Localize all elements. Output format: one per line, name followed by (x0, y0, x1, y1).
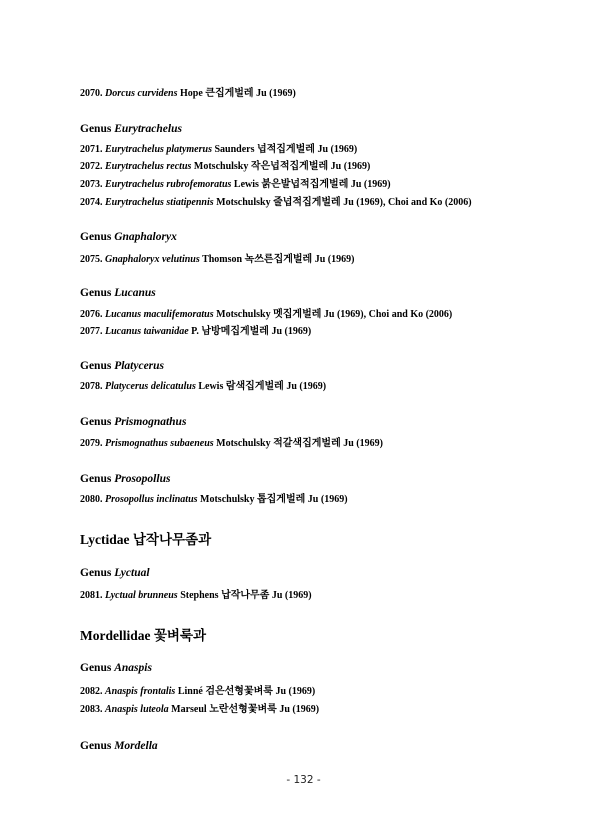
species-entry (80, 490, 348, 505)
scientific-name: Eurytrachelus rubrofemoratus (105, 179, 232, 190)
entry-number: 2078. (80, 381, 103, 392)
reference: Ju (1969) (350, 179, 391, 190)
family-name: Mordellidae (80, 628, 151, 643)
author-name: Motschulsky (193, 161, 249, 172)
genus-label: Genus (80, 360, 112, 372)
author-name: Motschulsky (216, 197, 271, 208)
genus-heading (80, 662, 152, 674)
scientific-name: Anaspis frontalis (105, 686, 176, 697)
scientific-name: Lucanus maculifemoratus (105, 309, 214, 320)
korean-name: 작은넙적집게벌레 (250, 161, 329, 172)
scientific-name: Dorcus curvidens (105, 88, 178, 99)
scientific-name: Eurytrachelus stiatipennis (105, 197, 214, 208)
scientific-name: Lyctual brunneus (105, 590, 178, 601)
entry-number: 2080. (80, 494, 103, 505)
family-korean-name: 꽃벼룩과 (153, 628, 207, 644)
entry-number: 2074. (80, 197, 103, 208)
genus-name: Platycerus (114, 360, 165, 372)
species-entry (80, 175, 391, 190)
korean-name: 납작나무좀 (221, 590, 270, 601)
family-name: Lyctidae (80, 532, 130, 547)
korean-name: 줄넙적집게벌레 (273, 197, 341, 208)
genus-label: Genus (80, 740, 112, 752)
author-name: Linné (177, 686, 203, 697)
species-entry (80, 305, 452, 320)
species-entry (80, 193, 472, 208)
species-entry (80, 434, 383, 449)
entry-number: 2083. (80, 704, 103, 715)
scientific-name: Prosopollus inclinatus (105, 494, 198, 505)
family-heading (80, 528, 211, 548)
korean-name: 붉은발넙적집게벌레 (261, 179, 349, 190)
author-name: Motschulsky (200, 494, 255, 505)
author-name: Saunders (214, 144, 255, 155)
genus-heading (80, 231, 177, 243)
author-name: Stephens (180, 590, 219, 601)
scientific-name: Prismognathus subaeneus (105, 438, 214, 449)
genus-label: Genus (80, 231, 112, 243)
genus-name: Lyctual (114, 567, 150, 579)
entry-number: 2077. (80, 326, 103, 337)
scientific-name: Anaspis luteola (105, 704, 169, 715)
entry-number: 2076. (80, 309, 103, 320)
korean-name: 넙적집게벌레 (256, 144, 315, 155)
korean-name: 남방메집게벌레 (201, 326, 269, 337)
scientific-name: Eurytrachelus rectus (105, 161, 192, 172)
genus-heading (80, 123, 182, 135)
scientific-name: Platycerus delicatulus (105, 381, 196, 392)
reference: Ju (1969) (307, 494, 348, 505)
reference: Ju (1969) (314, 254, 355, 265)
korean-name: 검은선형꽃벼룩 (205, 686, 273, 697)
genus-heading (80, 473, 170, 485)
species-entry (80, 586, 312, 601)
reference: Ju (1969) (271, 590, 312, 601)
author-name: Motschulsky (216, 309, 271, 320)
author-name: Marseul (171, 704, 207, 715)
species-entry (80, 250, 354, 265)
entry-number: 2070. (80, 88, 103, 99)
genus-heading (80, 287, 156, 299)
genus-name: Mordella (114, 740, 158, 752)
genus-label: Genus (80, 473, 112, 485)
entry-number: 2081. (80, 590, 103, 601)
genus-label: Genus (80, 416, 112, 428)
reference: Ju (1969) (271, 326, 312, 337)
reference: Ju (1969), Choi and Ko (2006) (343, 197, 472, 208)
family-heading (80, 624, 206, 644)
scientific-name: Lucanus taiwanidae (105, 326, 189, 337)
page-number: - 132 - (286, 774, 321, 786)
entry-number: 2071. (80, 144, 103, 155)
genus-heading (80, 740, 158, 752)
korean-name: 적갈색집게벌레 (273, 438, 341, 449)
reference: Ju (1969) (330, 161, 371, 172)
reference: Ju (1969), Choi and Ko (2006) (323, 309, 453, 320)
family-korean-name: 납작나무좀과 (132, 532, 212, 548)
species-entry (80, 140, 357, 155)
author-name: Thomson (202, 254, 243, 265)
entry-number: 2072. (80, 161, 103, 172)
genus-heading (80, 360, 164, 372)
author-name: Hope (180, 88, 203, 99)
species-entry (80, 377, 326, 392)
species-entry (80, 682, 315, 697)
genus-heading (80, 416, 186, 428)
author-name: P. (191, 326, 199, 337)
genus-label: Genus (80, 123, 112, 135)
species-entry (80, 157, 370, 172)
genus-name: Eurytrachelus (114, 123, 182, 135)
entry-number: 2082. (80, 686, 103, 697)
entry-number: 2075. (80, 254, 103, 265)
author-name: Lewis (233, 179, 259, 190)
entry-number: 2079. (80, 438, 103, 449)
korean-name: 람색집게벌레 (225, 381, 284, 392)
reference: Ju (1969) (317, 144, 358, 155)
author-name: Motschulsky (216, 438, 271, 449)
reference: Ju (1969) (286, 381, 327, 392)
korean-name: 녹쓰른집게벌레 (244, 254, 313, 265)
genus-name: Gnaphaloryx (114, 231, 177, 243)
species-entry (80, 84, 296, 99)
genus-label: Genus (80, 662, 112, 674)
reference: Ju (1969) (343, 438, 383, 449)
reference: Ju (1969) (279, 704, 320, 715)
scientific-name: Eurytrachelus platymerus (105, 144, 212, 155)
genus-heading (80, 567, 150, 579)
korean-name: 큰집게벌레 (205, 88, 254, 99)
genus-name: Prosopollus (114, 473, 171, 485)
genus-name: Lucanus (114, 287, 156, 299)
author-name: Lewis (198, 381, 224, 392)
reference: Ju (1969) (275, 686, 316, 697)
genus-label: Genus (80, 567, 112, 579)
entry-number: 2073. (80, 179, 103, 190)
genus-label: Genus (80, 287, 112, 299)
reference: Ju (1969) (256, 88, 296, 99)
genus-name: Prismognathus (114, 416, 187, 428)
genus-name: Anaspis (114, 662, 152, 674)
species-entry (80, 700, 319, 715)
scientific-name: Gnaphaloryx velutinus (105, 254, 200, 265)
species-entry (80, 322, 311, 337)
korean-name: 노란선형꽃벼룩 (209, 704, 277, 715)
korean-name: 멧집게벌레 (273, 309, 322, 320)
korean-name: 톱집게벌레 (256, 494, 306, 505)
